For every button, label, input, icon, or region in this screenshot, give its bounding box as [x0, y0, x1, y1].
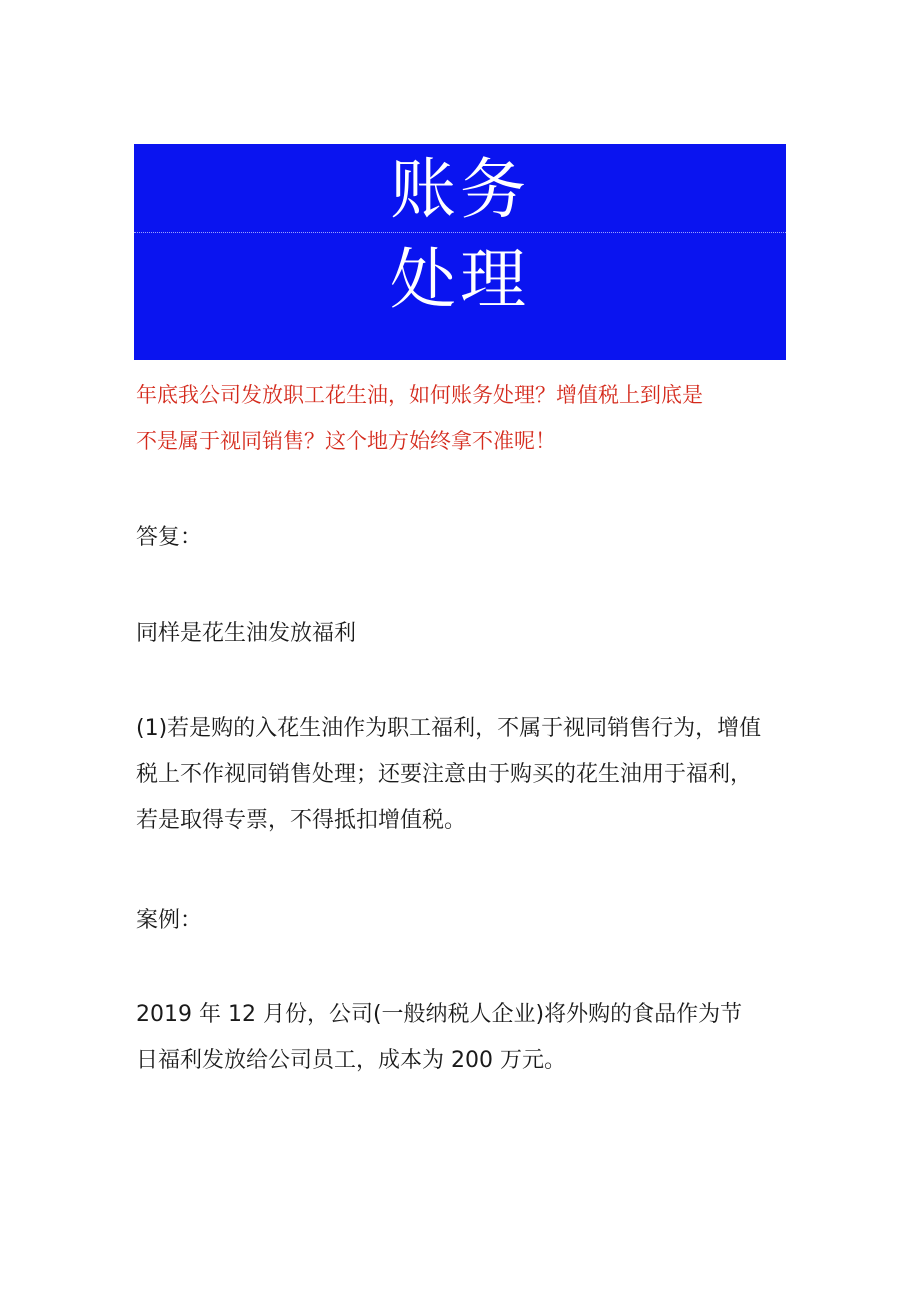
paragraph-line: 税上不作视同销售处理；还要注意由于购买的花生油用于福利，	[136, 762, 753, 787]
paragraph-line: 2019 年 12 月份，公司(一般纳税人企业)将外购的食品作为节	[136, 1002, 743, 1027]
paragraph-line: (1)若是购的入花生油作为职工福利，不属于视同销售行为，增值	[136, 716, 762, 741]
banner-title-line-2: 处理	[390, 241, 530, 318]
example-paragraph	[136, 992, 806, 1084]
paragraph-line: 若是取得专票，不得抵扣增值税。	[136, 808, 467, 833]
question-text	[136, 372, 786, 464]
answer-heading: 答复：	[136, 525, 203, 550]
title-banner	[134, 144, 786, 360]
same-welfare-line: 同样是花生油发放福利	[136, 621, 357, 646]
point-1-paragraph	[136, 706, 806, 844]
banner-title-line-1: 账务	[390, 151, 530, 228]
question-line: 不是属于视同销售？这个地方始终拿不准呢！	[136, 429, 556, 453]
case-heading: 案例：	[136, 908, 203, 933]
question-line: 年底我公司发放职工花生油，如何账务处理？增值税上到底是	[136, 383, 703, 407]
paragraph-line: 日福利发放给公司员工，成本为 200 万元。	[136, 1048, 566, 1073]
banner-divider	[134, 232, 786, 233]
